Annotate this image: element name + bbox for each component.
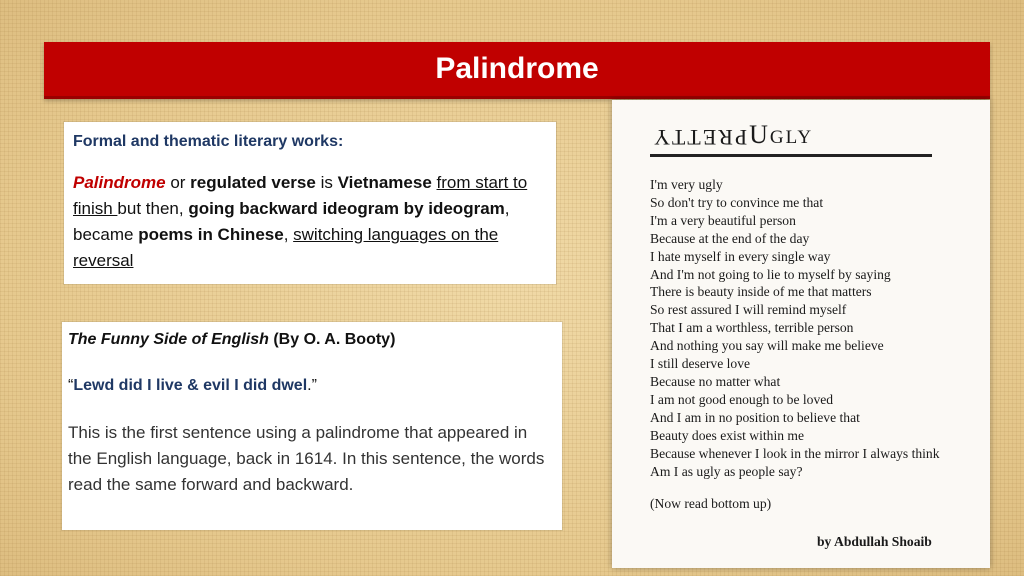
palindrome-term: Palindrome [73, 173, 166, 192]
poem-line: Because at the end of the day [650, 230, 810, 246]
poem-title [652, 116, 942, 150]
poem-line: I'm very ugly [650, 177, 723, 192]
poem-line: So don't try to convince me that [650, 194, 824, 210]
poem-note: (Now read bottom up) [650, 496, 772, 511]
palindrome-description: This is the first sentence using a palindrome that appeared in the English language, back in 1614. In this sentence, the words read the same forward and backward. [68, 423, 545, 494]
quote-close: .” [307, 377, 317, 394]
quote-open: “ [68, 377, 74, 394]
poem-line: Beauty does exist within me [650, 427, 805, 443]
poem-line: And I am in no position to believe that [650, 409, 860, 425]
poems-in-chinese-term: poems in Chinese [138, 225, 284, 244]
poem-line: I hate myself in every single way [650, 248, 831, 264]
poem-line: So rest assured I will remind myself [650, 302, 847, 318]
poem-author: by Abdullah Shoaib [817, 534, 932, 549]
from-start-to-finish: from start to finish [73, 173, 528, 218]
switching-languages: switching languages on the reversal [73, 225, 499, 270]
poem-title-rest: GLY [769, 127, 814, 148]
poem-line: That I am a worthless, terrible person [650, 320, 854, 336]
palindrome-quote [68, 374, 554, 398]
book-author: (By O. A. Booty) [268, 331, 396, 348]
vietnamese-term: Vietnamese [337, 173, 432, 192]
poem-title-ugly [749, 120, 813, 150]
book-title: The Funny Side of English [68, 331, 269, 348]
literary-works-heading: Formal and thematic literary works: [73, 133, 344, 150]
funny-side-box [62, 322, 562, 530]
literary-works-box [64, 122, 556, 284]
quote-text: Lewd did I live & evil I did dwel [73, 377, 308, 394]
text-but-then: but then, [117, 199, 189, 218]
poem-line: There is beauty inside of me that matters [650, 284, 872, 300]
poem-line: I still deserve love [650, 356, 751, 372]
poem-lines [650, 176, 940, 480]
poem-title-rule [650, 154, 932, 157]
slide-title: Palindrome [435, 52, 599, 85]
poem-line: And nothing you say will make me believe [650, 338, 884, 354]
poem-line: I am not good enough to be loved [650, 391, 834, 407]
poem-line: And I'm not going to lie to myself by saying [650, 266, 891, 282]
poem-image [612, 100, 990, 568]
poem-line: Because no matter what [650, 373, 781, 389]
literary-works-paragraph [73, 170, 546, 274]
poem-line: Am I as ugly as people say? [650, 463, 803, 479]
title-bar [44, 42, 990, 99]
regulated-verse-term: regulated verse [190, 173, 316, 192]
text-became: , became [73, 199, 510, 244]
funny-side-heading [68, 328, 554, 352]
poem-title-u: U [749, 120, 770, 149]
going-backward-term: going backward ideogram by ideogram [188, 199, 505, 218]
poem-line: Because whenever I look in the mirror I always think [650, 445, 940, 461]
text-is: is [315, 173, 338, 192]
poem-line: I'm a very beautiful person [650, 212, 796, 228]
text-comma: , [283, 225, 294, 244]
poem-title-flipped: PRETTY [652, 125, 748, 150]
text-or: or [165, 173, 191, 192]
